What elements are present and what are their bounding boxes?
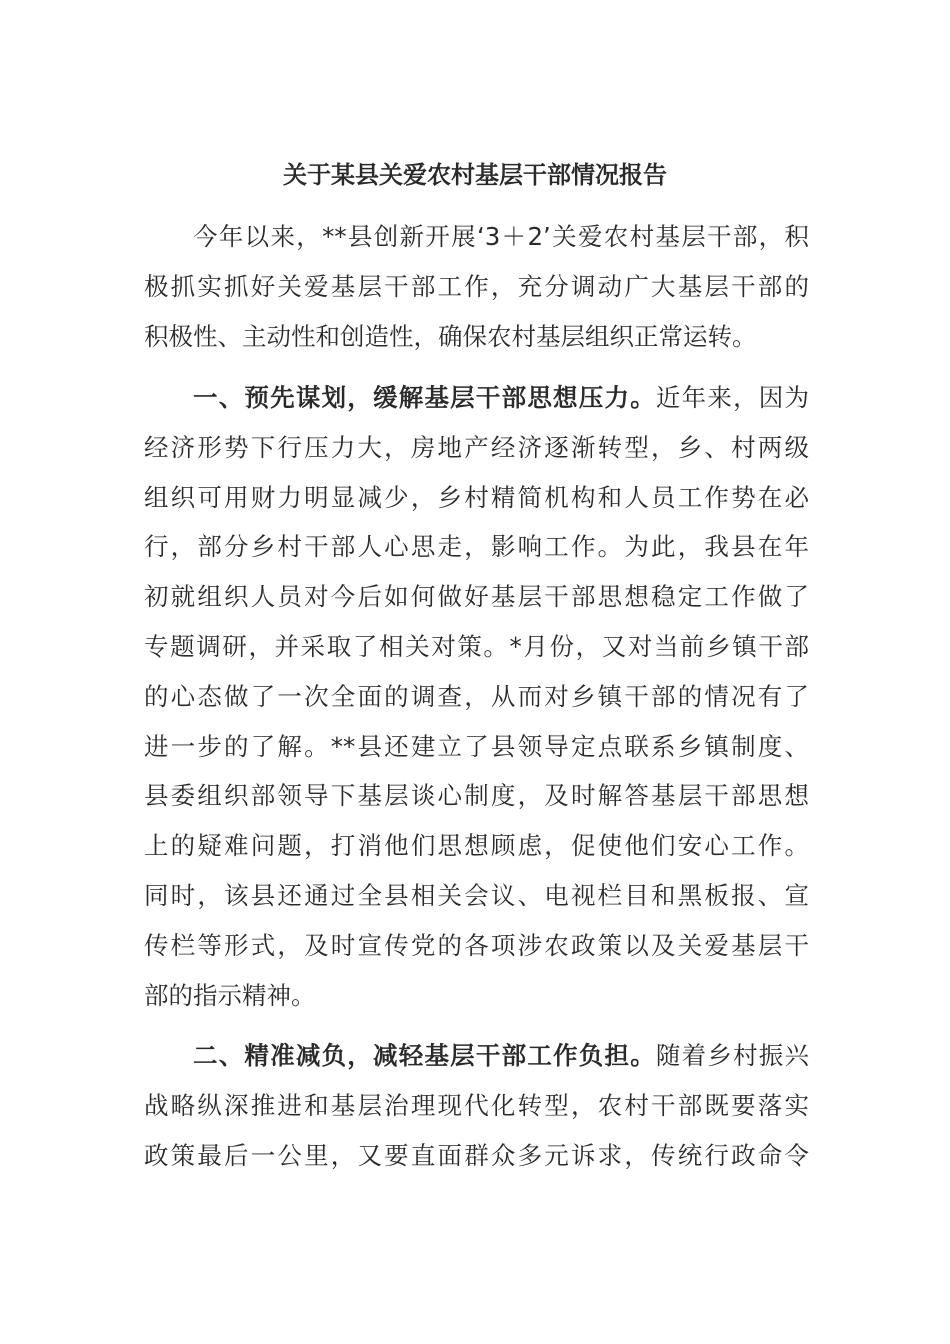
paragraph-line: 今年以来，**县创新开展‘3＋2’关爱农村基层干部，积 [193,222,809,251]
paragraph-line: 的心态做了一次全面的调查，从而对乡镇干部的情况有了 [144,681,809,711]
paragraph-line: 战略纵深推进和基层治理现代化转型，农村干部既要落实 [144,1090,809,1120]
paragraph-line: 经济形势下行压力大，房地产经济逐渐转型，乡、村两级 [144,432,809,462]
section-heading: 二、精准减负，减轻基层干部工作负担。 [193,1041,656,1070]
paragraph-line: 政策最后一公里，又要直面群众多元诉求，传统行政命令 [144,1140,809,1170]
paragraph-line: 积极性、主动性和创造性，确保农村基层组织正常运转。 [144,321,757,351]
paragraph-line: 同时，该县还通过全县相关会议、电视栏目和黑板报、宣 [144,880,809,910]
paragraph-line: 进一步的了解。**县还建立了县领导定点联系乡镇制度、 [144,731,809,761]
document-title: 关于某县关爱农村基层干部情况报告 [283,161,667,189]
paragraph-line: 组织可用财力明显减少，乡村精简机构和人员工作势在必 [144,482,809,512]
paragraph-line: 部的指示精神。 [144,980,316,1010]
paragraph-section-1 [144,373,809,1020]
paragraph-first-line [144,373,809,423]
paragraph-first-line [144,1031,809,1081]
paragraph-text: 近年来，因为 [655,383,810,412]
paragraph-line: 行，部分乡村干部人心思走，影响工作。为此，我县在年 [144,532,809,562]
paragraph-line: 上的疑难问题，打消他们思想顾虑，促使他们安心工作。 [144,831,809,861]
paragraph-section-2 [144,1031,809,1180]
section-heading: 一、预先谋划，缓解基层干部思想压力。 [193,383,656,412]
paragraph-line: 传栏等形式，及时宣传党的各项涉农政策以及关爱基层干 [144,930,809,960]
paragraph-line: 专题调研，并采取了相关对策。*月份，又对当前乡镇干部 [144,631,809,661]
paragraph-text: 随着乡村振兴 [655,1041,810,1070]
paragraph-line: 极抓实抓好关爱基层干部工作，充分调动广大基层干部的 [144,271,809,301]
paragraph-line: 县委组织部领导下基层谈心制度，及时解答基层干部思想 [144,781,809,811]
paragraph-line: 初就组织人员对今后如何做好基层干部思想稳定工作做了 [144,582,809,612]
paragraph-intro [144,212,809,361]
